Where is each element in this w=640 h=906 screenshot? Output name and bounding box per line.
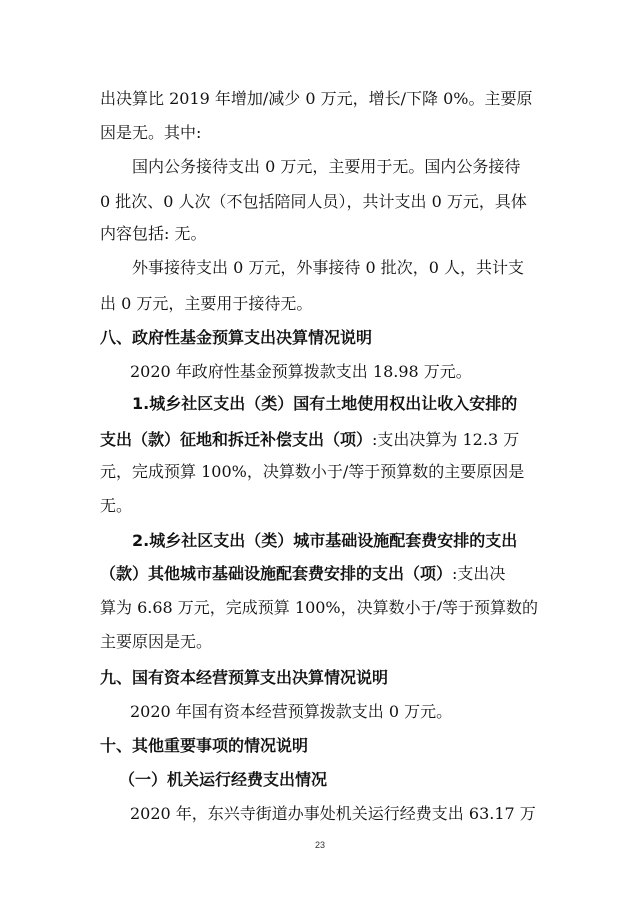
text-line — [100, 84, 542, 114]
text-line — [100, 118, 542, 148]
heading-text: 九、国有资本经营预算支出决算情况说明 — [100, 668, 389, 687]
body-text-segment: 出 0 万元，主要用于接待无。 — [100, 294, 313, 313]
text-line — [100, 491, 542, 521]
heading-text: 2.城乡社区支出（类）城市基础设施配套费安排的支出 — [132, 531, 518, 550]
body-text-segment: 国内公务接待支出 0 万元，主要用于无。国内公务接待 — [132, 157, 521, 176]
body-text-segment: 2020 年政府性基金预算拨款支出 18.98 万元。 — [130, 362, 472, 381]
body-text-segment: 出决算比 2019 年增加/减少 0 万元，增长/下降 0%。主要原 — [100, 89, 533, 108]
body-text-segment: :支出决算为 12.3 万 — [372, 430, 520, 449]
text-line — [130, 697, 542, 727]
text-line — [100, 731, 542, 761]
text-line — [100, 425, 542, 455]
text-line — [100, 289, 542, 319]
body-text-segment: 元，完成预算 100%，决算数小于/等于预算数的主要原因是 — [100, 462, 525, 481]
text-line — [100, 457, 542, 487]
body-text-segment: 内容包括: 无。 — [100, 224, 207, 243]
text-line — [100, 593, 542, 623]
text-line — [132, 253, 542, 283]
text-line — [130, 357, 542, 387]
body-text-segment: 外事接待支出 0 万元，外事接待 0 批次，0 人，共计支 — [132, 258, 524, 277]
heading-text: 十、其他重要事项的情况说明 — [100, 736, 309, 755]
heading-text: 八、政府性基金预算支出决算情况说明 — [100, 328, 373, 347]
text-line — [100, 187, 542, 217]
heading-text: 1.城乡社区支出（类）国有土地使用权出让收入安排的 — [132, 394, 518, 413]
text-line — [100, 627, 542, 657]
page-number: 23 — [314, 840, 325, 850]
text-line — [130, 799, 542, 829]
text-line — [132, 389, 542, 419]
text-line — [132, 526, 542, 556]
text-line — [100, 219, 542, 249]
text-line — [100, 323, 542, 353]
body-text-segment: 因是无。其中: — [100, 123, 202, 142]
body-text-segment: 主要原因是无。 — [100, 632, 213, 651]
body-text-segment: 算为 6.68 万元，完成预算 100%，决算数小于/等于预算数的 — [100, 598, 539, 617]
text-line — [119, 765, 542, 795]
body-text-segment: 2020 年，东兴寺街道办事处机关运行经费支出 63.17 万 — [130, 804, 536, 823]
body-text-segment: 0 批次、0 人次（不包括陪同人员），共计支出 0 万元，具体 — [100, 192, 527, 211]
body-text-segment: 无。 — [100, 496, 133, 515]
body-text-segment: 2020 年国有资本经营预算拨款支出 0 万元。 — [130, 702, 453, 721]
heading-text: （款）其他城市基础设施配套费安排的支出（项） — [100, 564, 453, 583]
heading-text: 支出（款）征地和拆迁补偿支出（项） — [100, 430, 373, 449]
text-line — [132, 152, 542, 182]
body-text-segment: :支出决 — [452, 564, 506, 583]
text-line — [100, 559, 542, 589]
text-line — [100, 663, 542, 693]
heading-text: （一）机关运行经费支出情况 — [119, 770, 328, 789]
